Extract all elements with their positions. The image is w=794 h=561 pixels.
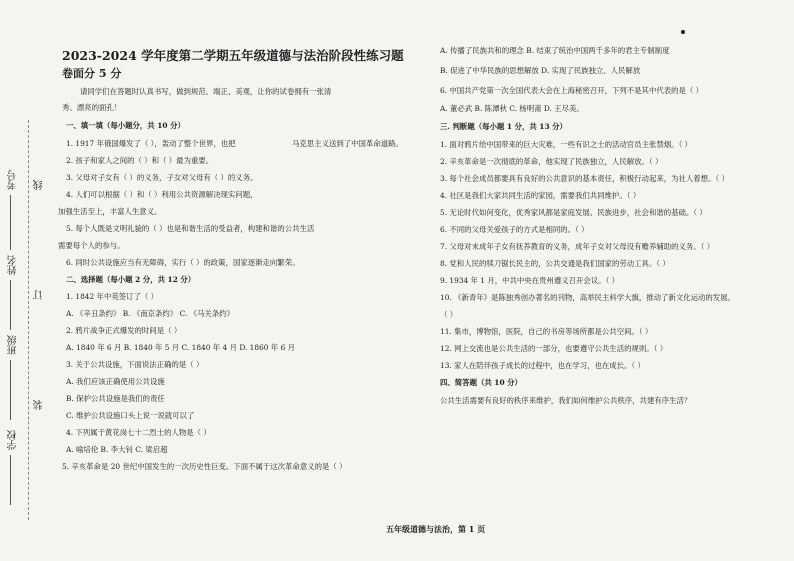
score-note: 卷面分 5 分 bbox=[62, 67, 122, 80]
choice-q3-c: C. 维护公共设施口头上说一说就可以了 bbox=[66, 411, 195, 420]
judge-q9: 9. 1934 年 1 月，中共中央在贵州遵义召开会议。（ ） bbox=[440, 276, 620, 285]
section-judge: 三. 判断题（每小题 1 分，共 13 分） bbox=[440, 122, 567, 131]
judge-q4: 4. 社区是我们大家共同生活的家园，需要我们共同维护。（ ） bbox=[440, 191, 641, 200]
choice-q2-options: A. 1840 年 6 月 B. 1840 年 5 月 C. 1840 年 4 月 D. 1860 年 6 月 bbox=[66, 343, 296, 352]
judge-q8: 8. 党和人民的犊刀锯长民主的，公共交通是我们国家的劳动工具。（ ） bbox=[440, 259, 670, 268]
name-line bbox=[10, 280, 11, 330]
judge-q2: 2. 辛亥革命是一次彻底的革命，他实现了民族独立，人民解放。（ ） bbox=[440, 157, 663, 166]
judge-q1: 1. 面对鸦片给中国带来的巨大灾难，一些有识之士的活动官员主张禁烟。（ ） bbox=[440, 140, 692, 149]
judge-q7: 7. 父母对未成年子女有抚养教育的义务，成年子女对父母没有赡养辅助的义务。（ ） bbox=[440, 242, 715, 251]
exam-no-label: 考号 bbox=[8, 170, 19, 190]
exam-no-line bbox=[10, 195, 11, 250]
judge-q3: 3. 每个社会成员都要具有良好的公共意识的基本责任，积极行动起来，为社人着想。（ ） bbox=[440, 174, 729, 183]
fill-q1-note: 马克思主义送到了中国革命道路。 bbox=[292, 139, 403, 148]
choice-q3-a: A. 我们应该正确使用公共设施 bbox=[66, 377, 165, 386]
choice-q6-options: A. 董必武 B. 陈潭秋 C. 杨明斋 D. 王尽美。 bbox=[440, 104, 584, 113]
choice-q6: 6. 中国共产党第一次全国代表大会在上海秘密召开，下列不是其中代表的是（ ） bbox=[440, 86, 704, 95]
judge-q5: 5. 无论时代如何变化，优秀家风都是家庭发展、民族进步，社会和谐的基础。（ ） bbox=[440, 208, 707, 217]
side-bind-char: 装 bbox=[34, 400, 45, 410]
fill-q2: 2. 孩子和家人之间的（ ）和（ ）最为重要。 bbox=[66, 156, 214, 165]
school-line bbox=[10, 455, 11, 505]
judge-q10-cont: （ ） bbox=[440, 310, 458, 319]
choice-q1: 1. 1842 年中英签订了（ ） bbox=[66, 292, 159, 301]
choice-q5: 5. 辛亥革命是 20 世纪中国发生的一次历史性巨变。下面不属于这次革命意义的是（ ） bbox=[62, 462, 347, 471]
fill-q1: 1. 1917 年俄国爆发了（ ），轰动了整个世界，也把 bbox=[66, 139, 236, 148]
section-choice: 二、选择题（每小题 2 分，共 12 分） bbox=[66, 275, 196, 284]
instruction-line-2: 秀、漂亮的面孔！ bbox=[62, 103, 122, 112]
judge-q12: 12. 网上交流也是公共生活的一部分，也要遵守公共生活的规则。（ ） bbox=[440, 344, 668, 353]
ink-dot bbox=[681, 30, 685, 34]
fill-q5-cont: 需要每个人的参与。 bbox=[58, 241, 125, 250]
page-footer: 五年级道德与法治，第 1 页 bbox=[386, 524, 486, 534]
section-essay: 四、简答题（共 10 分） bbox=[440, 378, 522, 387]
section-fill-blank: 一、填一填（每小题分，共 10 分） bbox=[66, 121, 185, 130]
fill-q4-cont: 加强生活至上，丰富人生意义。 bbox=[58, 207, 162, 216]
side-line-char: 线 bbox=[34, 180, 45, 190]
instruction-line-1: 请同学们在答题时认真书写，做到规范、端正、美观，让你的试卷拥有一张清 bbox=[80, 87, 332, 96]
side-seal-char: 订 bbox=[34, 290, 45, 300]
judge-q11: 11. 集市，博物馆，医院，自己的书房等场所都是公共空间。（ ） bbox=[440, 327, 653, 336]
choice-q3-b: B. 保护公共设施是我们的责任 bbox=[66, 394, 165, 403]
right-opt-row-2: B. 促进了中华民族的思想解放 D. 实现了民族独立、人民解放 bbox=[440, 66, 641, 75]
exam-title: 2023-2024 学年度第二学期五年级道德与法治阶段性练习题 bbox=[62, 48, 404, 63]
essay-question: 公共生活需要有良好的秩序来维护，我们如何维护公共秩序，共建有序生活？ bbox=[440, 396, 692, 405]
judge-q10: 10. 《新青年》是陈独秀创办著名的刊物，高举民主科学大旗，推动了新文化运动的发展。 bbox=[440, 293, 735, 302]
class-line bbox=[10, 360, 11, 420]
name-label: 姓名 bbox=[8, 255, 19, 275]
choice-q4: 4. 下列属于黄花岗七十二烈士的人物是（ ） bbox=[66, 428, 211, 437]
fill-q4: 4. 人们可以根据（ ）和（ ）利用公共资源解决现实问题， bbox=[66, 190, 258, 199]
binding-line bbox=[28, 120, 29, 520]
school-label: 学校 bbox=[8, 430, 19, 450]
fill-q3: 3. 父母对子女有（ ）的义务，子女对父母有（ ）的义务。 bbox=[66, 173, 258, 182]
choice-q1-options: A. 《辛丑条约》 B. 《南京条约》 C. 《马关条约》 bbox=[66, 309, 234, 318]
choice-q4-options: A. 喻培伦 B. 李大钊 C. 梁启超 bbox=[66, 445, 168, 454]
fill-q5: 5. 每个人既是文明礼貌的（ ）也是和谐生活的受益者，构建和谐的公共生活 bbox=[66, 224, 315, 233]
fill-q6: 6. 同时公共设施应当有无障碍，实行（ ）的政策，国家逐渐走向繁荣。 bbox=[66, 258, 300, 267]
judge-q6: 6. 不同的父母关爱孩子的方式是相同的。（ ） bbox=[440, 225, 589, 234]
class-label: 班级 bbox=[8, 335, 19, 355]
judge-q13: 13. 家人在陪伴孩子成长的过程中，也在学习，也在成长。（ ） bbox=[440, 361, 645, 370]
choice-q2: 2. 鸦片战争正式爆发的时间是（ ） bbox=[66, 326, 182, 335]
choice-q3: 3. 关于公共设施，下面说法正确的是（ ） bbox=[66, 360, 204, 369]
right-opt-row-1: A. 传播了民族共和的理念 B. 结束了统治中国两千多年的君主专制制度 bbox=[440, 46, 670, 55]
